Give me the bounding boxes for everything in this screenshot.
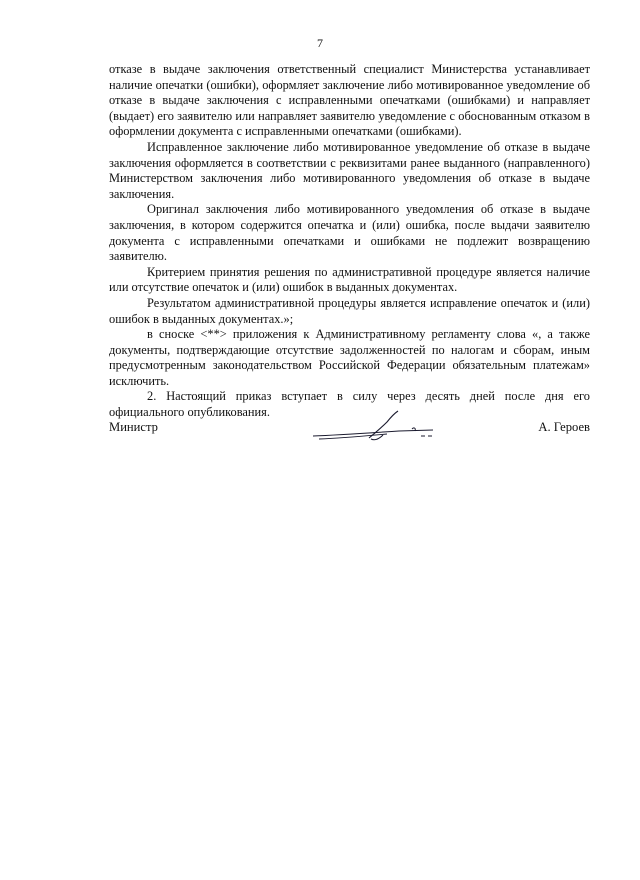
signatory-title: Министр: [109, 420, 158, 434]
paragraph-original-conclusion: Оригинал заключения либо мотивированного уведомления об отказе в выдаче заключения, в котором содержится опечатка и (или) ошибка, после выдачи заявителю документа с исправленными опечатками и ошибками не подлежит возвращению заявителю.: [109, 202, 590, 264]
paragraph-corrected-conclusion: Исправленное заключение либо мотивированное уведомление об отказе в выдаче заключения оформляется в соответствии с реквизитами ранее выданного (направленного) Министерством заключения либо мотивированного уведомления об отказе в выдаче заключения.: [109, 139, 590, 201]
document-body: [109, 62, 590, 421]
paragraph-continuation: отказе в выдаче заключения ответственный специалист Министерства устанавливает наличие опечатки (ошибки), оформляет заключение либо мотивированное уведомление об отказе в выдаче заключения с исправленными опечатками (ошибками) и направляет (выдает) его заявителю или направляет заявителю уведомление с обоснованным отказом в оформлении документа с исправленными опечатками (ошибками).: [109, 62, 590, 139]
paragraph-procedure-result: Результатом административной процедуры является исправление опечаток и (или) ошибок в выданных документах.»;: [109, 295, 590, 326]
page-number: 7: [317, 36, 323, 50]
handwritten-signature: [309, 408, 439, 448]
paragraph-decision-criterion: Критерием принятия решения по административной процедуре является наличие или отсутствие опечаток и (или) ошибок в выданных документах.: [109, 264, 590, 295]
paragraph-entry-into-force: 2. Настоящий приказ вступает в силу через десять дней после дня его официального опубликования.: [109, 389, 590, 420]
signature-block: [109, 408, 590, 448]
signatory-name: А. Героев: [538, 420, 590, 434]
paragraph-footnote-amendment: в сноске <**> приложения к Административному регламенту слова «, а также документы, подтверждающие отсутствие задолженностей по налогам и сборам, иным предусмотренным законодательством Российской Федерации обязательным платежам» исключить.: [109, 327, 590, 388]
